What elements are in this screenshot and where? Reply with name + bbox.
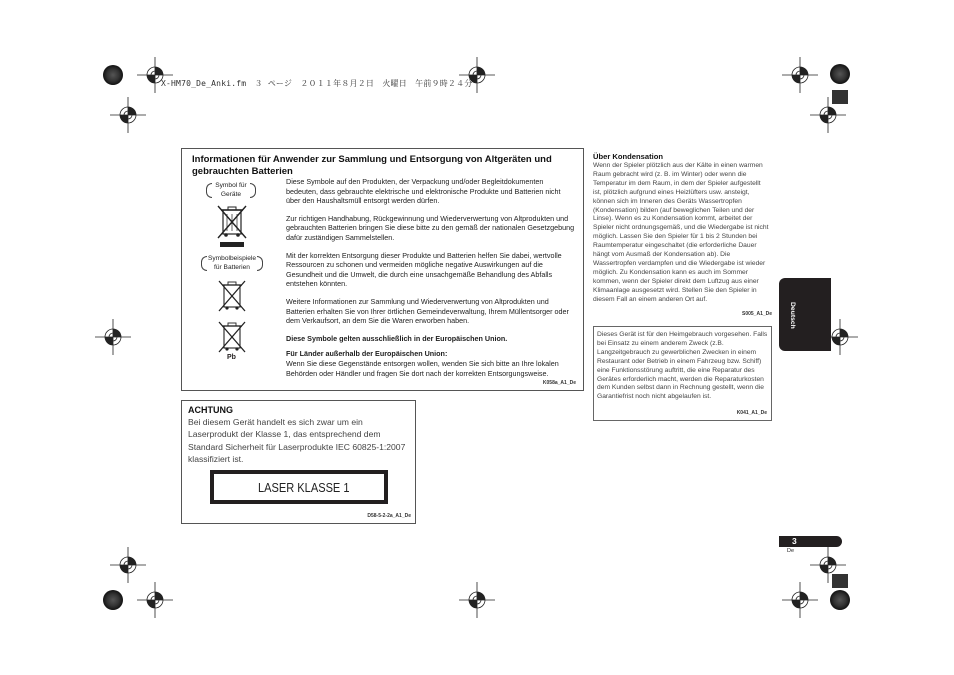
crossed-bin-icon <box>214 202 250 248</box>
crossed-bin-battery-pb-icon <box>216 319 248 357</box>
print-header: X-HM70_De_Anki.fm ３ ページ ２０１１年８月２日 火曜日 午前９時２４分 <box>161 79 473 88</box>
language-tab <box>779 278 831 351</box>
condensation-title: Über Kondensation <box>593 152 664 161</box>
symbol-devices-label-line1: Symbol für <box>215 182 247 189</box>
achtung-title: ACHTUNG <box>188 405 233 415</box>
symbol-batteries-label-line1: Symbolbeispiele <box>207 255 256 262</box>
laser-label <box>210 470 388 504</box>
symbol-devices-label-line2: Geräte <box>220 190 242 198</box>
condensation-section <box>593 152 770 305</box>
usage-note-text: Dieses Gerät ist für den Heimgebrauch vorgesehen. Falls bei Einsatz zu einem anderem Zweck (z.B. Langzeitgebrauch zu gewerblichen Zwecken in einem Restaurant oder Betrieb in einem Fahrzeug bzw. Schiff) eine Funktionsstörung auftritt, die eine Reparatur des Gerätes erforderlich macht, werden die Reparaturkosten dem Kunden selbst dann in Rechnung gestellt, wenn die Garantiefrist noch nicht abgelaufen ist. <box>597 331 768 401</box>
disposal-title: Informationen für Anwender zur Sammlung und Entsorgung von Altgeräten und gebrauchten Batterien <box>192 154 552 177</box>
language-tab-label: Deutsch <box>789 302 796 329</box>
disposal-eu-note: Diese Symbole gelten ausschließlich in der Europäischen Union. <box>286 333 508 343</box>
disposal-code: K058a_A1_De <box>542 380 576 386</box>
disposal-non-eu-heading: Für Länder außerhalb der Europäischen Union: <box>286 349 448 359</box>
achtung-text: Bei diesem Gerät handelt es sich zwar um ein Laserprodukt der Klasse 1, das entsprechend dem Standard Sicherheit für Laserprodukte IEC 60825-1:2007 klassifiziert ist. <box>188 417 406 465</box>
pb-label: Pb <box>227 354 236 361</box>
disposal-paragraph-2: Zur richtigen Handhabung, Rückgewinnung und Wiederverwertung von Altprodukten und gebrauchten Batterien bringen Sie diese bitte zu den gemäß der nationalen Gesetzgebung dafür zuständigen Sammelstellen. <box>286 213 575 242</box>
achtung-box <box>181 400 416 524</box>
disposal-paragraph-3: Mit der korrekten Entsorgung dieser Produkte und Batterien helfen Sie dabei, wertvolle Ressourcen zu schonen und vermeiden mögliche negative Auswirkungen auf die Gesundheit und die Umwelt, die durch eine unsachgemäße Behandlung des Abfalls entstehen könnten. <box>286 250 562 289</box>
disposal-paragraph-4: Weitere Informationen zur Sammlung und Wiederverwertung von Altprodukten und Batterien erhalten Sie von Ihrer örtlichen Gemeindeverwaltung, Ihrem Müllentsorger oder dem Verkaufsort, an dem Sie die Waren erworben haben. <box>286 296 569 326</box>
laser-label-text: LASER KLASSE 1 <box>258 479 350 495</box>
usage-note-box <box>593 326 772 421</box>
symbol-batteries-label <box>205 255 259 272</box>
condensation-code: S005_A1_De <box>742 311 773 317</box>
symbol-devices-label <box>210 182 252 199</box>
disposal-body <box>286 177 576 386</box>
page-number: 3 <box>792 536 797 546</box>
disposal-info-box <box>181 148 584 391</box>
laser-label-inner <box>214 474 384 500</box>
crossed-bin-battery-icon <box>216 278 248 316</box>
achtung-code: D58-5-2-2a_A1_De <box>367 513 411 519</box>
usage-note-code: K041_A1_De <box>736 410 767 416</box>
disposal-non-eu-text: Wenn Sie diese Gegenstände entsorgen wollen, wenden Sie sich bitte an Ihre lokalen Behörden oder Händler und fragen Sie dort nach der korrekten Entsorgungsweise. <box>286 358 559 378</box>
symbol-batteries-label-line2: für Batterien <box>214 263 250 271</box>
condensation-text: Wenn der Spieler plötzlich aus der Kälte in einen warmen Raum gebracht wird (z. B. im Winter) oder wenn die Temperatur im dem Raum, in dem der Spieler aufgestellt ist, plötzlich aufgrund eines Heizlüfters usw. ansteigt, können sich im Inneren des Geräts Wassertropfen (Kondensation) bilden (auf beweglichen Teilen und der Linse). Wenn es zu Kondensation kommt, arbeitet der Spieler nicht ordnungsgemäß, und die Wiedergabe ist nicht möglich. Lassen Sie den Spieler für 1 bis 2 Stunden bei Raumtemperatur eingeschaltet (die erforderliche Dauer hängt vom Ausmaß der Kondensation ab). Die Wassertropfen verdampfen und die Wiedergabe ist wieder möglich. Zu Kondensation kann es auch im Sommer kommen, wenn der Spieler direkt dem Luftzug aus einer Klimaanlage ausgesetzt wird. Stellen Sie den Spieler in diesem Fall an einem anderen Ort auf. <box>593 162 769 303</box>
page-lang: De <box>787 548 795 554</box>
page-number-bar <box>779 536 842 547</box>
disposal-paragraph-1: Diese Symbole auf den Produkten, der Verpackung und/oder Begleitdokumenten bedeuten, dass gebrauchte elektrische und elektronische Produkte und Batterien nicht über den Haushaltsmüll entsorgt werden dürfen. <box>286 177 561 206</box>
